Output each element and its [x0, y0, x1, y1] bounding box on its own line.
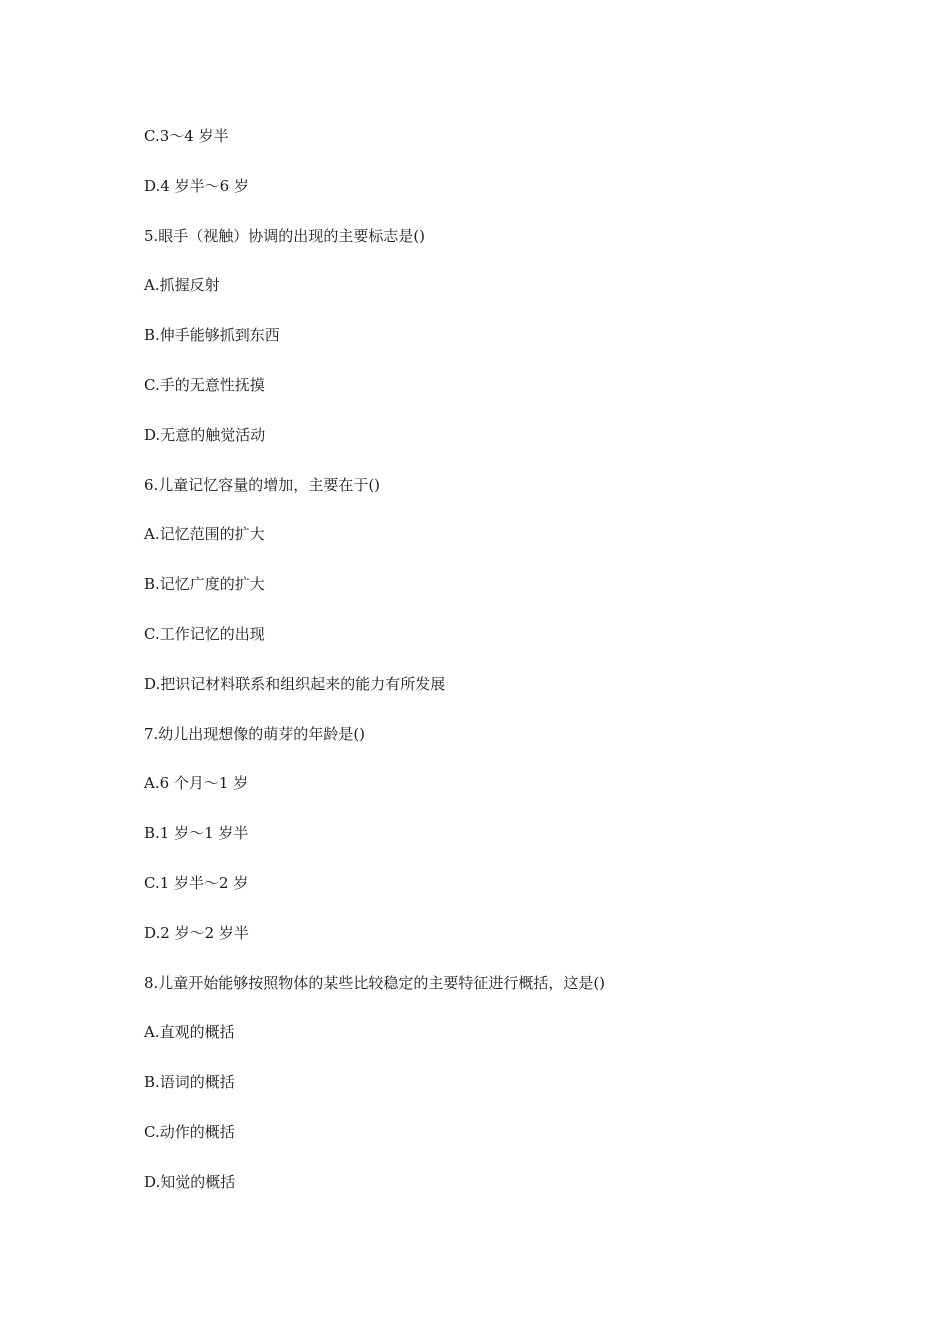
- q4-option-c: C.3～4 岁半: [144, 127, 229, 145]
- q5-option-b: B.伸手能够抓到东西: [144, 326, 280, 345]
- q7-question: 7.幼儿出现想像的萌芽的年龄是(): [144, 724, 366, 743]
- q8-option-a: A.直观的概括: [144, 1023, 235, 1042]
- q6-question: 6.儿童记忆容量的增加，主要在于(): [144, 475, 381, 494]
- q6-option-b: B.记忆广度的扩大: [144, 575, 265, 594]
- q6-option-d: D.把识记材料联系和组织起来的能力有所发展: [144, 674, 446, 693]
- q4-option-d: D.4 岁半～6 岁: [144, 176, 249, 195]
- q5-option-d: D.无意的触觉活动: [144, 425, 266, 444]
- q5-question: 5.眼手（视触）协调的出现的主要标志是(): [144, 226, 426, 245]
- q8-option-d: D.知觉的概括: [144, 1172, 236, 1191]
- q5-option-a: A.抓握反射: [144, 276, 220, 295]
- q5-option-c: C.手的无意性抚摸: [144, 375, 265, 394]
- q6-option-a: A.记忆范围的扩大: [144, 525, 265, 544]
- q8-question: 8.儿童开始能够按照物体的某些比较稳定的主要特征进行概括，这是(): [144, 973, 606, 992]
- q7-option-c: C.1 岁半～2 岁: [144, 873, 249, 892]
- q8-option-c: C.动作的概括: [144, 1122, 235, 1141]
- document-page: [144, 122, 844, 1218]
- q8-option-b: B.语词的概括: [144, 1073, 235, 1092]
- q7-option-a: A.6 个月～1 岁: [144, 774, 249, 793]
- q7-option-b: B.1 岁～1 岁半: [144, 824, 249, 843]
- q6-option-c: C.工作记忆的出现: [144, 624, 265, 643]
- q7-option-d: D.2 岁～2 岁半: [144, 923, 249, 942]
